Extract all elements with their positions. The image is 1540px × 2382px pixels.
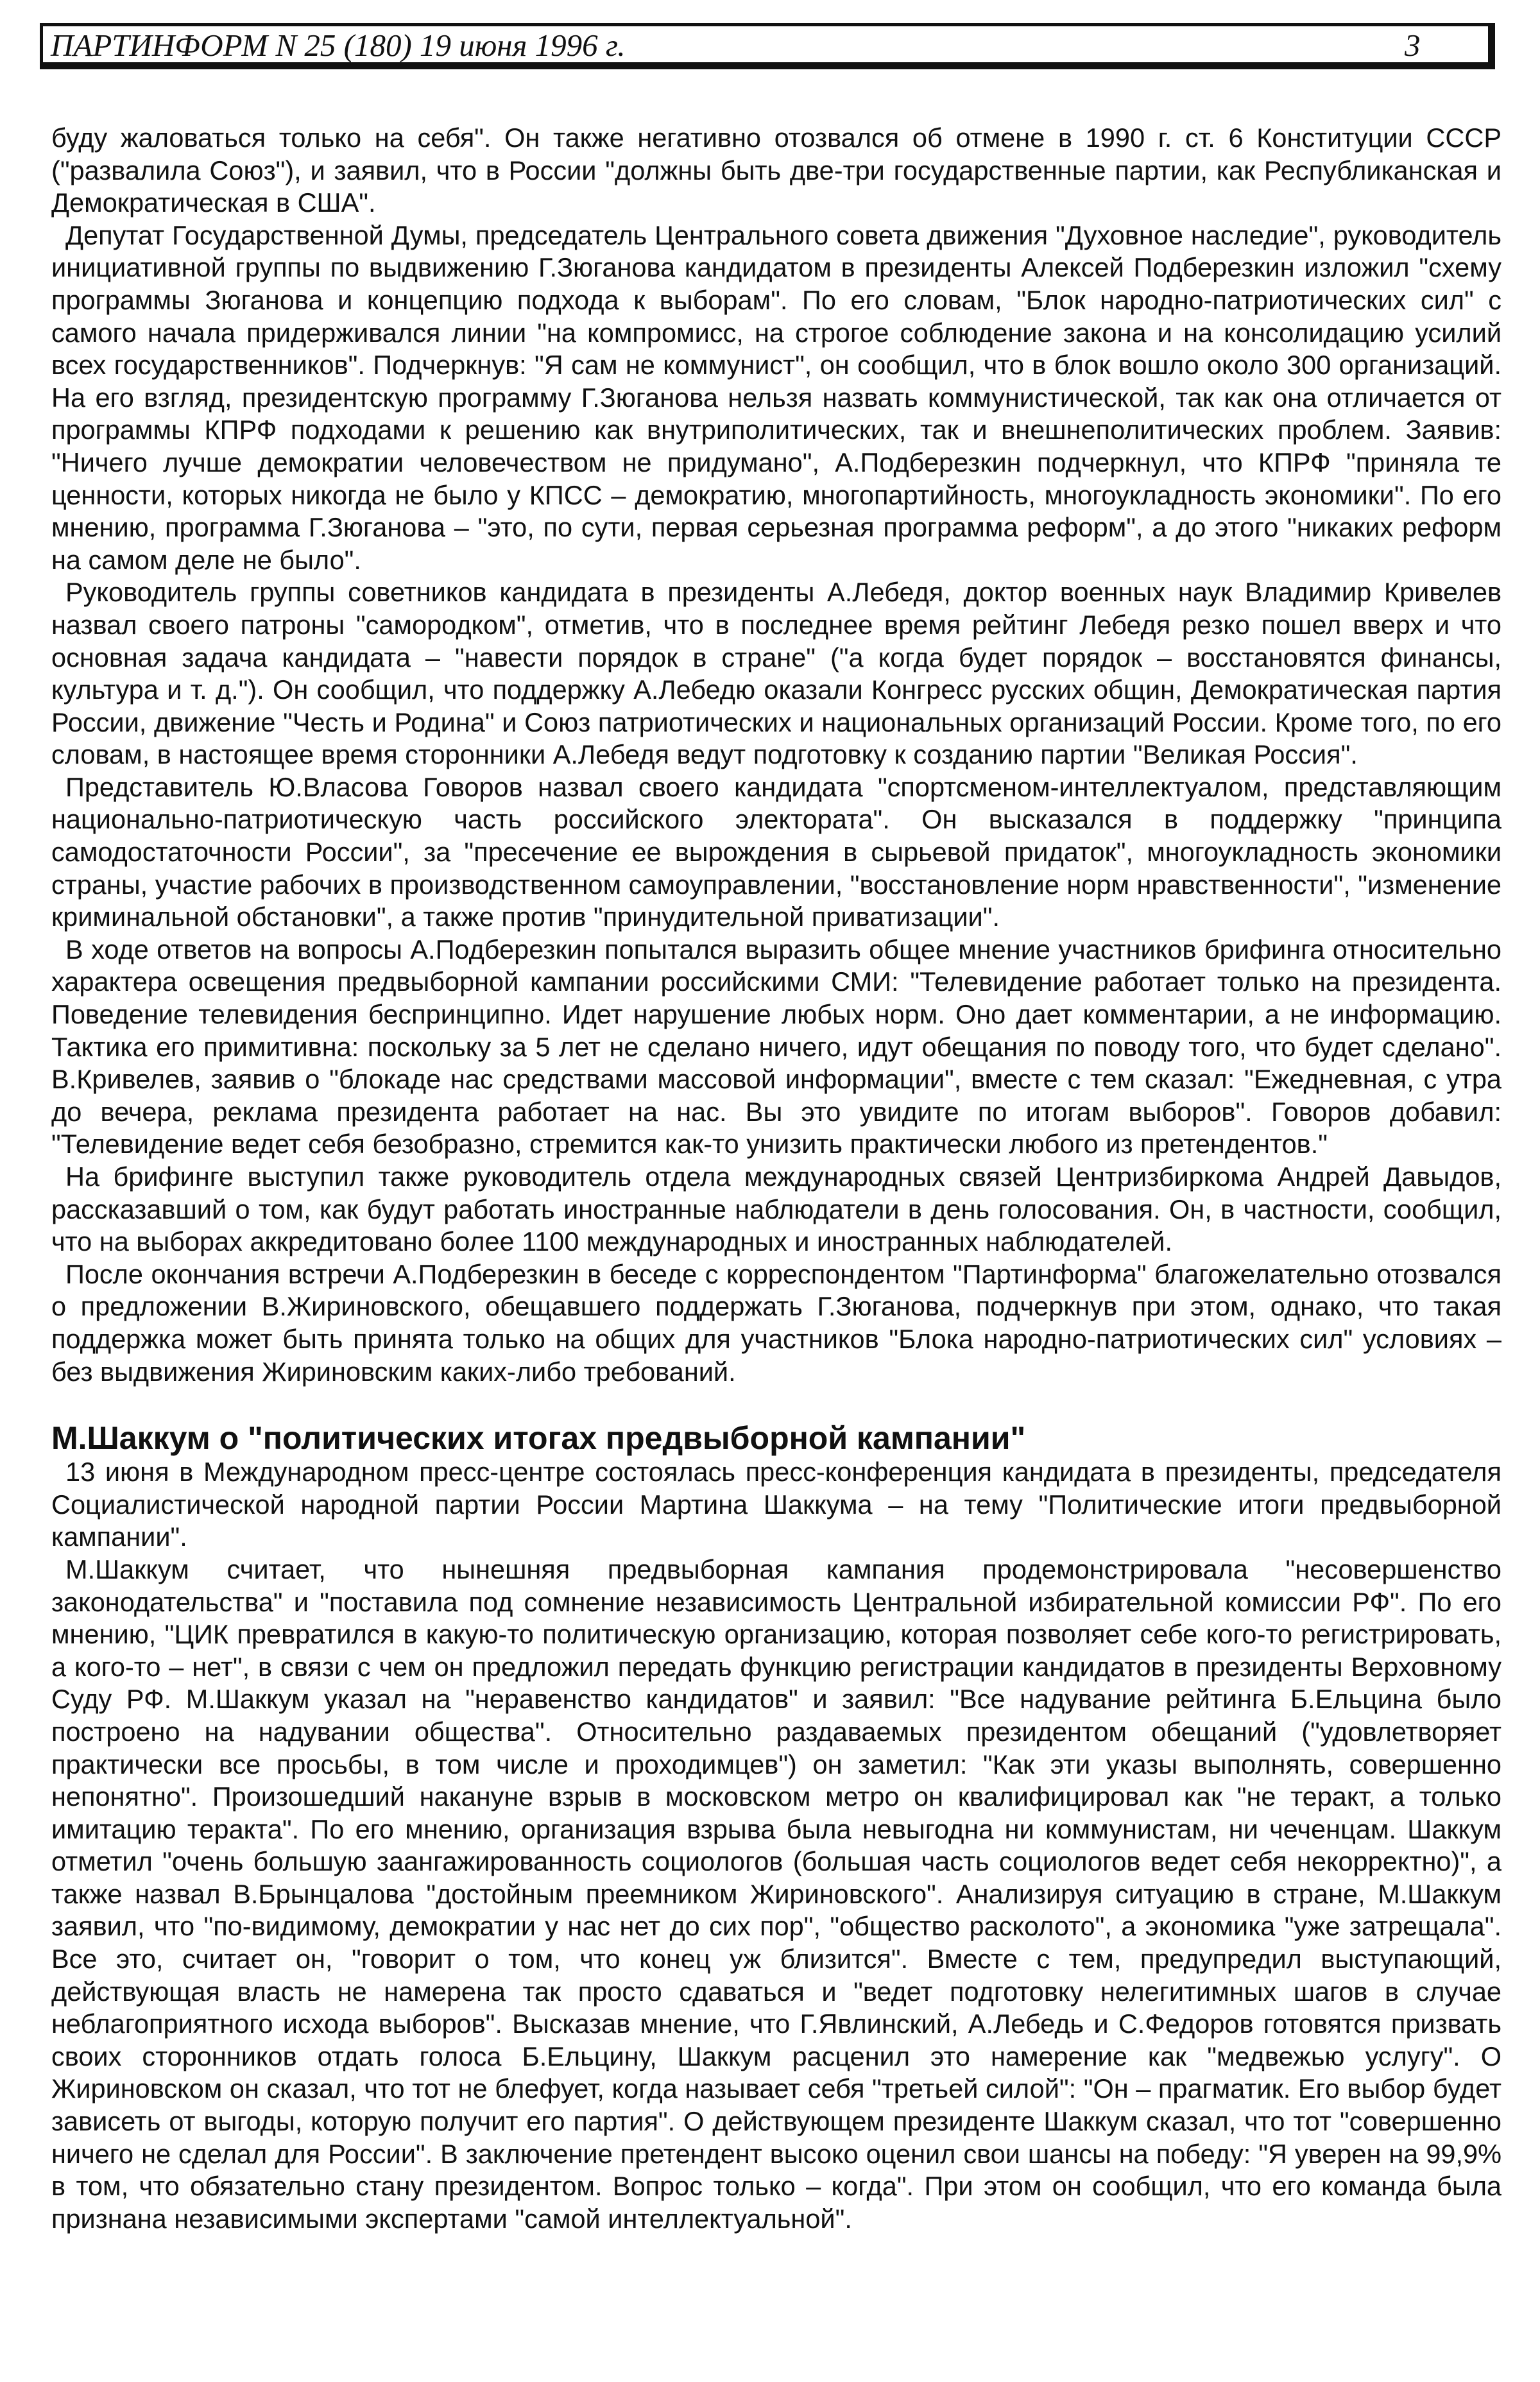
page-header <box>40 23 1495 69</box>
paragraph: Руководитель группы советников кандидата в президенты А.Лебедя, доктор военных наук Владимир Кривелев назвал своего патроны "самородком", отметив, что в последнее время рейтинг Лебедя резко пошел вверх и что основная задача кандидата – "навести порядок в стране" ("а когда будет порядок – восстановятся финансы, культура и т. д."). Он сообщил, что поддержку А.Лебедю оказали Конгресс русских общин, Демократическая партия России, движение "Честь и Родина" и Союз патриотических и национальных организаций России. Кроме того, по его словам, в настоящее время сторонники А.Лебедя ведут подготовку к созданию партии "Великая Россия". <box>51 577 1502 770</box>
page-content <box>51 122 1502 2235</box>
article-shakkum <box>51 1420 1502 2235</box>
paragraph: На брифинге выступил также руководитель отдела международных связей Центризбиркома Андрей Давыдов, рассказавший о том, как будут работать иностранные наблюдатели в день голосования. Он, в частности, сообщил, что на выборах аккредитовано более 1100 международных и иностранных наблюдателей. <box>51 1161 1502 1257</box>
publication-title: ПАРТИНФОРМ N 25 (180) 19 июня 1996 г. <box>51 28 626 63</box>
paragraph: буду жаловаться только на себя". Он также негативно отозвался об отмене в 1990 г. ст. 6 Конституции СССР ("развалила Союз"), и заявил, что в России "должны быть две-три государственные партии, как Республиканская и Демократическая в США". <box>51 123 1502 218</box>
page-number: 3 <box>1405 28 1421 63</box>
paragraph: 13 июня в Международном пресс-центре состоялась пресс-конференция кандидата в президенты, председателя Социалистической народной партии России Мартина Шаккума – на тему "Политические итоги предвыборной кампании". <box>51 1457 1502 1552</box>
paragraph: В ходе ответов на вопросы А.Подберезкин попытался выразить общее мнение участников брифинга относительно характера освещения предвыборной кампании российскими СМИ: "Телевидение работает только на президента. Поведение телевидения беспринципно. Идет нарушение любых норм. Оно дает комментарии, а не информацию. Тактика его примитивна: поскольку за 5 лет не сделано ничего, идут обещания по поводу того, что будет сделано". В.Кривелев, заявив о "блокаде нас средствами массовой информации", вместе с тем сказал: "Ежедневная, с утра до вечера, реклама президента работает на нас. Вы это увидите по итогам выборов". Говоров добавил: "Телевидение ведет себя безобразно, стремится как-то унизить практически любого из претендентов." <box>51 934 1502 1160</box>
paragraph: После окончания встречи А.Подберезкин в беседе с корреспондентом "Партинформа" благожелательно отозвался о предложении В.Жириновского, обещавшего поддержать Г.Зюганова, подчеркнув при этом, однако, что такая поддержка может быть принята только на общих для участников "Блока народно-патриотических сил" условиях – без выдвижения Жириновским каких-либо требований. <box>51 1258 1502 1387</box>
paragraph: Депутат Государственной Думы, председатель Центрального совета движения "Духовное наследие", руководитель инициативной группы по выдвижению Г.Зюганова кандидатом в президенты Алексей Подберезкин изложил "схему программы Зюганова и концепцию подхода к выборам". По его словам, "Блок народно-патриотических сил" с самого начала придерживался линии "на компромисс, на строгое соблюдение закона и на консолидацию усилий всех государственников". Подчеркнув: "Я сам не коммунист", он сообщил, что в блок вошло около 300 организаций. На его взгляд, президентскую программу Г.Зюганова нельзя назвать коммунистической, так как она отличается от программы КПРФ подходами к решению как внутриполитических, так и внешнеполитических проблем. Заявив: "Ничего лучше демократии человечеством не придумано", А.Подберезкин подчеркнул, что КПРФ "приняла те ценности, которых никогда не было у КПСС – демократию, многопартийность, многоукладность экономики". По его мнению, программа Г.Зюганова – "это, по сути, первая серьезная программа реформ", а до этого "никаких реформ на самом деле не было". <box>51 219 1502 575</box>
article-title: М.Шаккум о "политических итогах предвыборной кампании" <box>51 1420 1026 1457</box>
paragraph: Представитель Ю.Власова Говоров назвал своего кандидата "спортсменом-интеллектуалом, представляющим национально-патриотическую часть российского электората". Он высказался в поддержку "принципа самодостаточности России", за "пресечение ее вырождения в сырьевой придаток", многоукладность экономики страны, участие рабочих в производственном самоуправлении, "восстановление норм нравственности", "изменение криминальной обстановки", а также против "принудительной приватизации". <box>51 771 1502 932</box>
paragraph: М.Шаккум считает, что нынешняя предвыборная кампания продемонстрировала "несовершенство законодательства" и "поставила под сомнение независимость Центральной избирательной комиссии РФ". По его мнению, "ЦИК превратился в какую-то политическую организацию, которая позволяет себе кого-то регистрировать, а кого-то – нет", в связи с чем он предложил передать функцию регистрации кандидатов в президенты Верховному Суду РФ. М.Шаккум указал на "неравенство кандидатов" и заявил: "Все надувание рейтинга Б.Ельцина было построено на надувании общества". Относительно раздаваемых президентом обещаний ("удовлетворяет практически все просьбы, в том числе и проходимцев") он заметил: "Как эти указы выполнять, совершенно непонятно". Произошедший накануне взрыв в московском метро он квалифицировал как "не теракт, а только имитацию теракта". По его мнению, организация взрыва была невыгодна ни коммунистам, ни чеченцам. Шаккум отметил "очень большую заангажированность социологов (большая часть социологов ведет себя некорректно)", а также назвал В.Брынцалова "достойным преемником Жириновского". Анализируя ситуацию в стране, М.Шаккум заявил, что "по-видимому, демократии у нас нет до сих пор", "общество расколото", а экономика "уже затрещала". Все это, считает он, "говорит о том, что конец уж близится". Вместе с тем, предупредил выступающий, действующая власть не намерена так просто сдаваться и "ведет подготовку нелегитимных шагов в случае неблагоприятного исхода выборов". Высказав мнение, что Г.Явлинский, А.Лебедь и С.Федоров готовятся призвать своих сторонников отдать голоса Б.Ельцину, Шаккум расценил это намерение как "медвежью услугу". О Жириновском он сказал, что тот не блефует, когда называет себя "третьей силой": "Он – прагматик. Его выбор будет зависеть от выгоды, которую получит его партия". О действующем президенте Шаккум сказал, что тот "совершенно ничего не сделал для России". В заключение претендент высоко оценил свои шансы на победу: "Я уверен на 99,9% в том, что обязательно стану президентом. Вопрос только – когда". При этом он сообщил, что его команда была признана независимыми экспертами "самой интеллектуальной". <box>51 1554 1502 2234</box>
article-briefing <box>51 122 1502 1388</box>
